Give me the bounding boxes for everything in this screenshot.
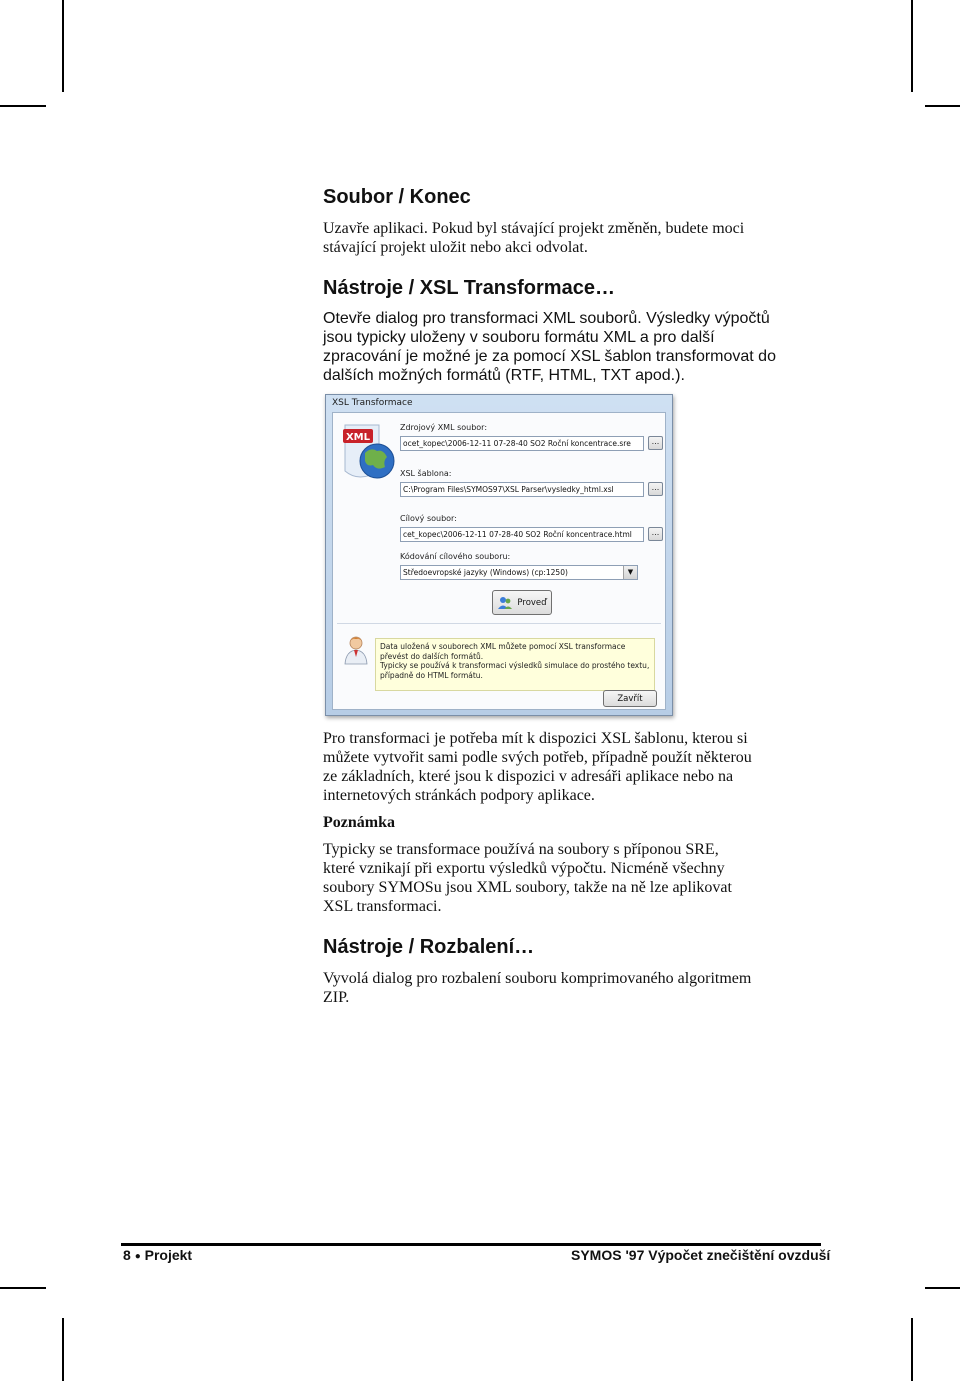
chevron-down-icon: ▼ <box>623 566 637 579</box>
run-button-label: Proveď <box>517 597 547 608</box>
text-line: stávající projekt uložit nebo akci odvolat. <box>323 239 588 256</box>
crop-mark <box>925 105 960 107</box>
close-button[interactable]: Zavřít <box>603 690 657 707</box>
text-line: které vznikají při exportu výsledků výpočtu. Nicméně všechny <box>323 860 725 877</box>
crop-mark <box>0 1287 46 1289</box>
source-browse-button[interactable]: ... <box>648 436 663 450</box>
heading-xsl-transformace: Nástroje / XSL Transformace… <box>323 277 615 299</box>
note-heading: Poznámka <box>323 814 395 831</box>
crop-mark <box>0 105 46 107</box>
text-line: internetových stránkách podpory aplikace. <box>323 787 595 804</box>
xsl-transformace-dialog <box>325 394 673 716</box>
divider <box>337 623 661 624</box>
bullet-icon: ● <box>134 1251 141 1262</box>
text-line: dalších možných formátů (RTF, HTML, TXT apod.). <box>323 367 685 384</box>
text-line: Pro transformaci je potřeba mít k dispozici XSL šablonu, kterou si <box>323 730 748 747</box>
source-file-input[interactable]: ocet_kopec\2006-12-11 07-28-40 SO2 Roční koncentrace.sre <box>400 436 644 451</box>
users-icon <box>497 596 513 610</box>
text-line: ZIP. <box>323 989 350 1006</box>
info-line: případně do HTML formátu. <box>380 670 483 680</box>
dialog-title: XSL Transformace <box>332 398 413 408</box>
encoding-label: Kódování cílového souboru: <box>400 552 511 561</box>
info-hint-box <box>375 638 655 691</box>
text-line: Vyvolá dialog pro rozbalení souboru komprimovaného algoritmem <box>323 970 752 987</box>
info-line: Typicky se používá k transformaci výsledků simulace do prostého textu, <box>380 661 650 670</box>
target-label: Cílový soubor: <box>400 514 457 523</box>
text-line: zpracování je možné je za pomocí XSL šablon transformovat do <box>323 348 776 365</box>
target-browse-button[interactable]: ... <box>648 527 663 541</box>
target-file-input[interactable]: cet_kopec\2006-12-11 07-28-40 SO2 Roční koncentrace.html <box>400 527 644 542</box>
template-file-input[interactable]: C:\Program Files\SYMOS97\XSL Parser\vysledky_html.xsl <box>400 482 644 497</box>
footer-left <box>123 1247 192 1263</box>
info-line: Data uložená v souborech XML můžete pomocí XSL transformace <box>380 642 626 651</box>
crop-mark <box>62 0 64 92</box>
xml-globe-icon <box>339 421 399 483</box>
text-line: Otevře dialog pro transformaci XML souborů. Výsledky výpočtů <box>323 310 770 327</box>
encoding-value: Středoevropské jazyky (Windows) (cp:1250) <box>403 568 568 577</box>
page-number: 8 <box>123 1247 131 1263</box>
text-line: ze základních, které jsou k dispozici v adresáři aplikace nebo na <box>323 768 734 785</box>
heading-soubor-konec: Soubor / Konec <box>323 186 471 208</box>
crop-mark <box>911 0 913 92</box>
text-line: můžete vytvořit sami podle svých potřeb, případně použít některou <box>323 749 752 766</box>
heading-rozbaleni: Nástroje / Rozbalení… <box>323 936 535 958</box>
info-line: převést do dalších formátů. <box>380 651 484 661</box>
template-browse-button[interactable]: ... <box>648 482 663 496</box>
encoding-select[interactable] <box>400 565 638 580</box>
text-line: Typicky se transformace používá na soubory s příponou SRE, <box>323 841 719 858</box>
crop-mark <box>62 1318 64 1381</box>
source-label: Zdrojový XML soubor: <box>400 423 488 432</box>
text-line: XSL transformaci. <box>323 898 442 915</box>
dialog-body <box>332 412 666 710</box>
footer-doc-title: SYMOS '97 Výpočet znečištění ovzduší <box>571 1247 831 1263</box>
crop-mark <box>925 1287 960 1289</box>
text-line: jsou typicky uloženy v souboru formátu XML a pro další <box>323 329 715 346</box>
footer-section: Projekt <box>144 1247 193 1263</box>
footer-rule <box>121 1243 821 1246</box>
text-line: soubory SYMOSu jsou XML soubory, takže na ně lze aplikovat <box>323 879 732 896</box>
run-button[interactable] <box>492 590 552 615</box>
template-label: XSL šablona: <box>400 469 452 478</box>
assistant-person-icon <box>343 635 369 665</box>
xml-logo-text: XML <box>345 432 371 443</box>
text-line: Uzavře aplikaci. Pokud byl stávající projekt změněn, budete moci <box>323 220 745 237</box>
crop-mark <box>911 1318 913 1381</box>
